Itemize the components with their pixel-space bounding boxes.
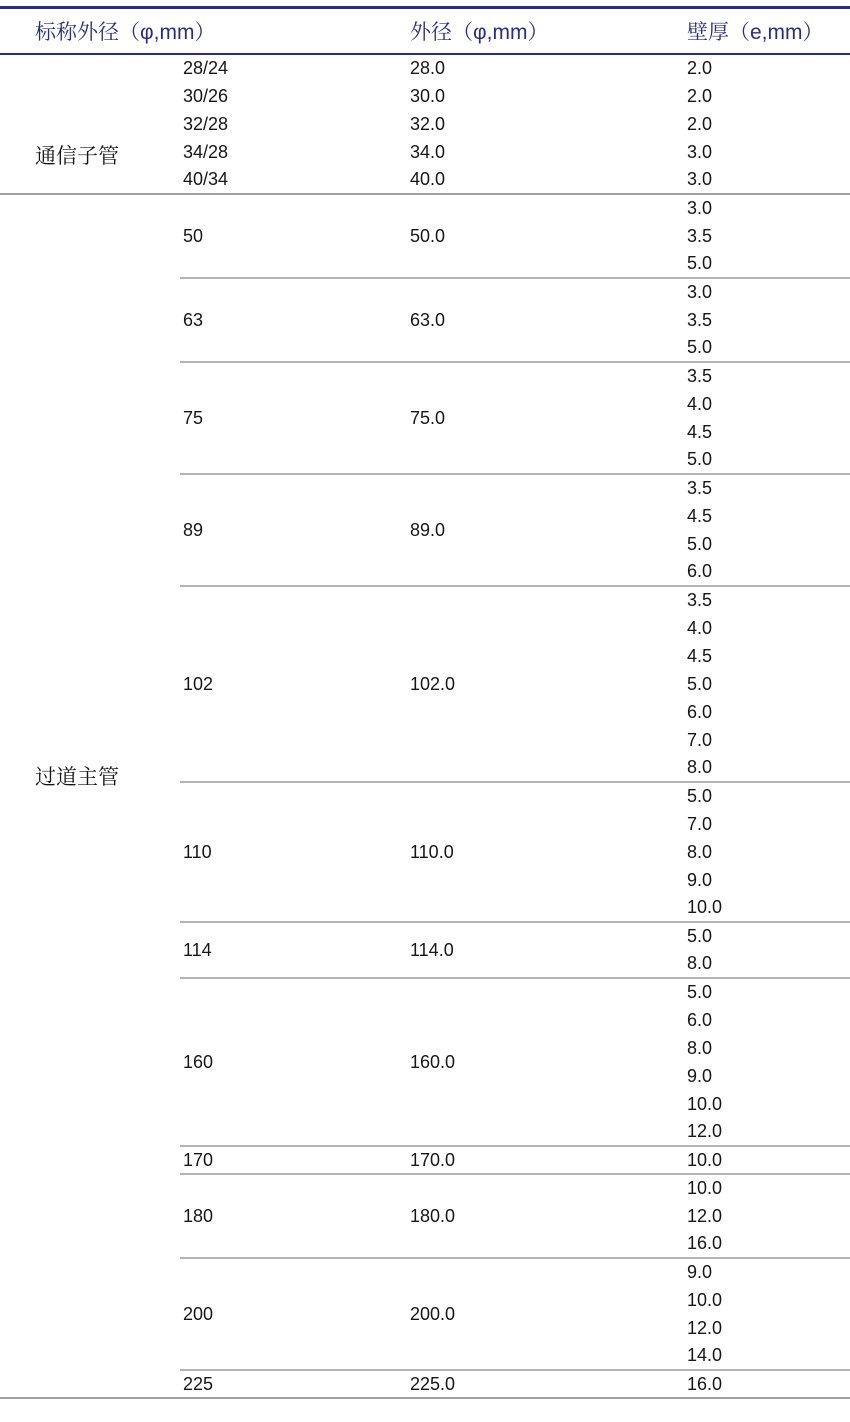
outer-diameter-cell: 180.0 (408, 1174, 685, 1258)
wall-thickness-cell: 8.0 (687, 757, 713, 777)
table-body (0, 54, 850, 1398)
wall-thickness-cell: 4.0 (687, 617, 713, 638)
wall-thickness-cell: 2.0 (687, 85, 713, 106)
wall-thickness-cell: 3.0 (685, 278, 850, 306)
outer-diameter-cell: 225.0 (408, 1370, 685, 1398)
wall-thickness-cell: 3.0 (687, 141, 713, 162)
wall-thickness-cell: 16.0 (687, 1233, 723, 1253)
group-label: 过道主管 (0, 194, 180, 1398)
wall-thickness-cell: 9.0 (687, 869, 713, 890)
wall-thickness-cell: 5.0 (687, 449, 713, 469)
wall-thickness-cell: 9.0 (685, 1258, 850, 1286)
wall-thickness-cell: 5.0 (685, 922, 850, 950)
wall-thickness-cell: 2.0 (687, 113, 713, 134)
wall-thickness-cell: 5.0 (687, 337, 713, 357)
nominal-diameter-cell: 160 (180, 978, 408, 1146)
column-header-nominal-od: 标称外径（φ,mm） (0, 8, 408, 54)
wall-thickness-cell: 4.5 (687, 505, 713, 526)
nominal-diameter-cell: 34/28 (183, 141, 229, 162)
table-header (0, 8, 850, 54)
outer-diameter-cell: 30.0 (410, 85, 446, 106)
wall-thickness-cell: 3.0 (685, 194, 850, 222)
wall-thickness-cell: 3.5 (685, 362, 850, 390)
wall-thickness-cell: 7.0 (687, 813, 713, 834)
nominal-diameter-cell: 50 (180, 194, 408, 278)
wall-thickness-cell: 10.0 (687, 897, 723, 917)
wall-thickness-cell: 5.0 (685, 978, 850, 1006)
nominal-diameter-cell: 89 (180, 474, 408, 586)
pipe-spec-table (0, 6, 850, 1399)
wall-thickness-cell: 10.0 (687, 1289, 723, 1310)
outer-diameter-cell: 102.0 (408, 586, 685, 782)
wall-thickness-cell: 9.0 (687, 1065, 713, 1086)
outer-diameter-cell: 200.0 (408, 1258, 685, 1370)
wall-thickness-cell: 8.0 (687, 841, 713, 862)
wall-thickness-cell: 6.0 (687, 1009, 713, 1030)
wall-thickness-cell: 14.0 (687, 1345, 723, 1365)
wall-thickness-cell: 4.5 (687, 421, 713, 442)
wall-thickness-cell: 3.5 (687, 309, 713, 330)
outer-diameter-cell: 63.0 (408, 278, 685, 362)
table-row (0, 194, 850, 222)
wall-thickness-cell: 6.0 (687, 561, 713, 581)
nominal-diameter-cell: 110 (180, 782, 408, 922)
nominal-diameter-cell: 28/24 (183, 58, 229, 78)
table-row (0, 54, 850, 82)
wall-thickness-cell: 12.0 (687, 1121, 723, 1141)
nominal-diameter-cell: 30/26 (183, 85, 229, 106)
nominal-diameter-cell: 200 (180, 1258, 408, 1370)
outer-diameter-cell: 114.0 (408, 922, 685, 978)
nominal-diameter-cell: 75 (180, 362, 408, 474)
outer-diameter-cell: 75.0 (408, 362, 685, 474)
nominal-diameter-cell: 40/34 (183, 169, 229, 189)
column-header-wall-thickness: 壁厚（e,mm） (685, 8, 850, 54)
nominal-diameter-cell: 102 (180, 586, 408, 782)
outer-diameter-cell: 89.0 (408, 474, 685, 586)
wall-thickness-cell: 3.5 (685, 586, 850, 614)
outer-diameter-cell: 50.0 (408, 194, 685, 278)
nominal-diameter-cell: 114 (180, 922, 408, 978)
outer-diameter-cell: 32.0 (410, 113, 446, 134)
nominal-diameter-cell: 180 (180, 1174, 408, 1258)
wall-thickness-cell: 5.0 (685, 782, 850, 810)
column-header-outer-diameter: 外径（φ,mm） (408, 8, 685, 54)
header-row (0, 8, 850, 54)
wall-thickness-cell: 10.0 (687, 1093, 723, 1114)
wall-thickness-cell: 7.0 (687, 729, 713, 750)
outer-diameter-cell: 28.0 (410, 58, 446, 78)
outer-diameter-cell: 170.0 (408, 1146, 685, 1174)
wall-thickness-cell: 12.0 (687, 1205, 723, 1226)
wall-thickness-cell: 4.5 (687, 645, 713, 666)
wall-thickness-cell: 3.5 (687, 225, 713, 246)
nominal-diameter-cell: 63 (180, 278, 408, 362)
group-label: 通信子管 (35, 145, 119, 168)
nominal-diameter-cell: 225 (180, 1370, 408, 1398)
wall-thickness-cell: 5.0 (687, 673, 713, 694)
nominal-diameter-cell: 32/28 (183, 113, 229, 134)
wall-thickness-cell: 3.0 (687, 169, 713, 189)
outer-diameter-cell: 34.0 (410, 141, 446, 162)
wall-thickness-cell: 10.0 (685, 1174, 850, 1202)
outer-diameter-cell: 40.0 (410, 169, 446, 189)
wall-thickness-cell: 4.0 (687, 393, 713, 414)
wall-thickness-cell: 8.0 (687, 953, 713, 973)
wall-thickness-cell: 2.0 (687, 58, 713, 78)
wall-thickness-cell: 16.0 (685, 1370, 850, 1398)
wall-thickness-cell: 6.0 (687, 701, 713, 722)
wall-thickness-cell: 3.5 (685, 474, 850, 502)
wall-thickness-cell: 12.0 (687, 1317, 723, 1338)
wall-thickness-cell: 10.0 (685, 1146, 850, 1174)
wall-thickness-cell: 8.0 (687, 1037, 713, 1058)
wall-thickness-cell: 5.0 (687, 253, 713, 273)
outer-diameter-cell: 110.0 (408, 782, 685, 922)
outer-diameter-cell: 160.0 (408, 978, 685, 1146)
wall-thickness-cell: 5.0 (687, 533, 713, 554)
nominal-diameter-cell: 170 (180, 1146, 408, 1174)
